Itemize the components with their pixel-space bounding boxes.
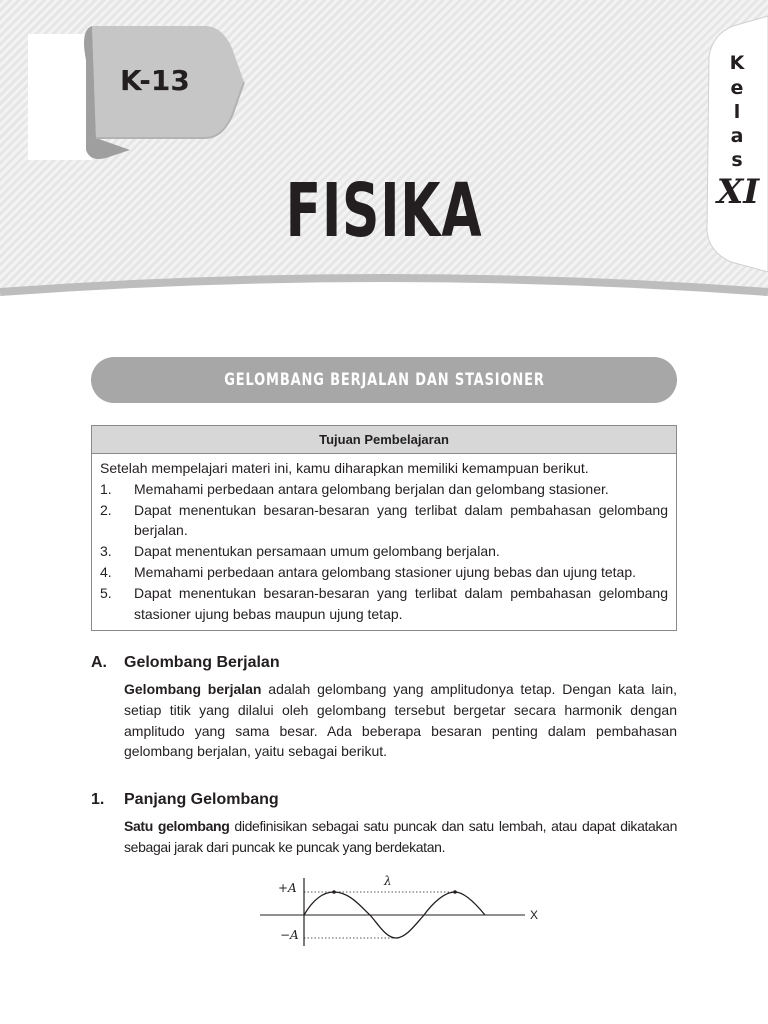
objectives-heading: Tujuan Pembelajaran	[92, 426, 676, 454]
objective-item	[100, 500, 668, 542]
objective-number: 1.	[100, 480, 112, 497]
section-1-term: Satu gelombang	[124, 818, 230, 834]
objective-text: Memahami perbedaan antara gelombang stasioner ujung bebas dan ujung tetap.	[134, 563, 637, 580]
subject-title: FISIKA	[285, 168, 483, 254]
objectives-body	[92, 454, 676, 624]
objective-item	[100, 583, 668, 625]
topic-banner	[91, 357, 677, 403]
kelas-letter: e	[730, 77, 744, 99]
kelas-letter: K	[729, 52, 745, 74]
curriculum-badge: K-13	[120, 64, 190, 97]
kelas-grade: XI	[716, 172, 760, 212]
crest-point	[332, 890, 336, 894]
crest-point	[453, 890, 457, 894]
section-a-title: Gelombang Berjalan	[124, 654, 280, 671]
plus-a-label: +A	[278, 881, 297, 895]
topic-title: GELOMBANG BERJALAN DAN STASIONER	[223, 370, 545, 390]
objective-text: Dapat menentukan besaran-besaran yang terlibat dalam pembahasan gelombang berjalan.	[134, 501, 668, 539]
header-banner	[0, 0, 768, 300]
objectives-intro: Setelah mempelajari materi ini, kamu diharapkan memiliki kemampuan berikut.	[100, 460, 589, 476]
objective-number: 5.	[100, 584, 112, 601]
kelas-letter: a	[730, 125, 744, 147]
section-a-paragraph	[124, 679, 677, 762]
objective-text: Dapat menentukan persamaan umum gelombang berjalan.	[134, 543, 500, 560]
kelas-letter: s	[731, 149, 743, 171]
objective-item	[100, 541, 668, 562]
kelas-letter: l	[733, 101, 741, 123]
learning-objectives-box	[91, 425, 677, 631]
minus-a-label: −A	[280, 928, 299, 942]
objective-number: 4.	[100, 563, 112, 580]
objective-text: Dapat menentukan besaran-besaran yang terlibat dalam pembahasan gelombang stasioner ujung bebas maupun ujung tetap.	[134, 584, 668, 622]
objective-item	[100, 562, 668, 583]
wave-diagram	[250, 870, 550, 950]
objective-number: 2.	[100, 501, 112, 518]
x-label: X	[530, 908, 539, 922]
objective-text: Memahami perbedaan antara gelombang berjalan dan gelombang stasioner.	[134, 480, 609, 497]
section-a-number: A.	[91, 654, 107, 671]
section-a-text: adalah gelombang yang amplitudonya tetap. Dengan kata lain, setiap titik yang dilalui oleh gelombang tersebut bergetar secara harmonik dengan amplitudo yang sama besar. Ada beberapa besaran penting dalam pembahasan gelombang berjalan, yaitu sebagai berikut.	[124, 681, 678, 760]
section-1-text: didefinisikan sebagai satu puncak dan satu lembah, atau dapat dikatakan sebagai jarak dari puncak ke puncak yang berdekatan.	[124, 818, 678, 855]
lambda-label: λ	[384, 874, 392, 888]
section-a-term: Gelombang berjalan	[124, 681, 262, 697]
section-1-title: Panjang Gelombang	[124, 791, 279, 808]
objective-item	[100, 479, 668, 500]
section-1-paragraph	[124, 816, 677, 858]
header-decoration	[0, 0, 768, 300]
section-1-number: 1.	[91, 791, 105, 808]
objective-number: 3.	[100, 543, 112, 560]
